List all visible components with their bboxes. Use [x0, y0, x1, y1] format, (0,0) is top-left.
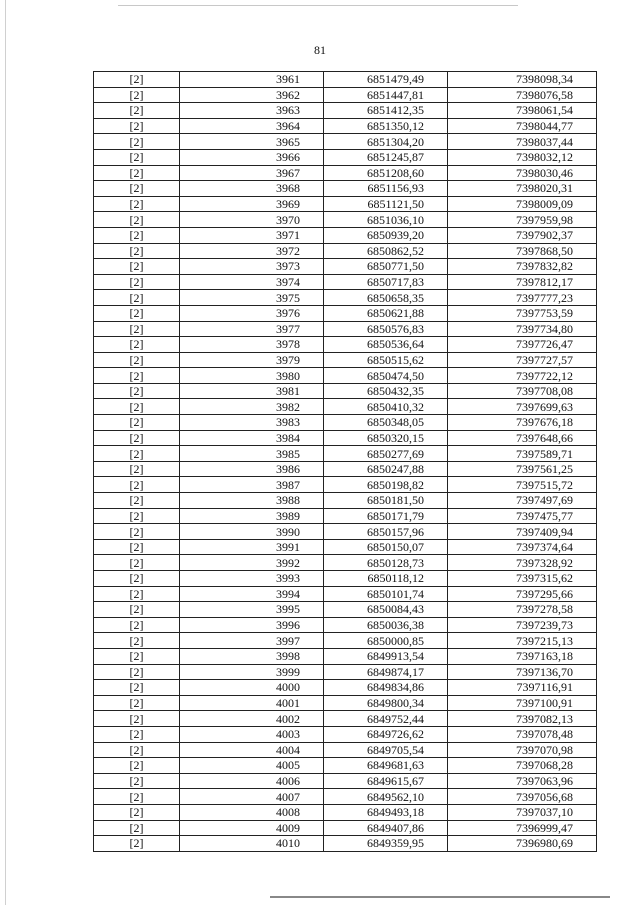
source-cell: [2]: [94, 633, 180, 649]
table-row: [94, 633, 597, 649]
source-cell: [2]: [94, 274, 180, 290]
point-number-cell: 3980: [180, 368, 324, 384]
source-cell: [2]: [94, 415, 180, 431]
x-coordinate-cell: 6850658,35: [324, 290, 448, 306]
point-number-cell: 3997: [180, 633, 324, 649]
y-coordinate-cell: 7398037,44: [448, 134, 597, 150]
x-coordinate-cell: 6851412,35: [324, 103, 448, 119]
point-number-cell: 3983: [180, 415, 324, 431]
point-number-cell: 3974: [180, 274, 324, 290]
source-cell: [2]: [94, 446, 180, 462]
table-row: [94, 726, 597, 742]
point-number-cell: 4009: [180, 820, 324, 836]
table-row: [94, 399, 597, 415]
point-number-cell: 4006: [180, 773, 324, 789]
table-row: [94, 758, 597, 774]
y-coordinate-cell: 7397063,96: [448, 773, 597, 789]
y-coordinate-cell: 7397708,08: [448, 383, 597, 399]
point-number-cell: 3990: [180, 524, 324, 540]
y-coordinate-cell: 7397475,77: [448, 508, 597, 524]
point-number-cell: 3981: [180, 383, 324, 399]
point-number-cell: 3970: [180, 212, 324, 228]
source-cell: [2]: [94, 461, 180, 477]
source-cell: [2]: [94, 539, 180, 555]
x-coordinate-cell: 6849493,18: [324, 804, 448, 820]
x-coordinate-cell: 6849359,95: [324, 836, 448, 852]
table-row: [94, 165, 597, 181]
x-coordinate-cell: 6850198,82: [324, 477, 448, 493]
source-cell: [2]: [94, 227, 180, 243]
x-coordinate-cell: 6849800,34: [324, 695, 448, 711]
source-cell: [2]: [94, 212, 180, 228]
scan-edge-bottom: [270, 896, 610, 898]
source-cell: [2]: [94, 430, 180, 446]
point-number-cell: 3963: [180, 103, 324, 119]
table-row: [94, 586, 597, 602]
table-row: [94, 274, 597, 290]
point-number-cell: 3966: [180, 149, 324, 165]
source-cell: [2]: [94, 742, 180, 758]
x-coordinate-cell: 6851208,60: [324, 165, 448, 181]
point-number-cell: 3985: [180, 446, 324, 462]
y-coordinate-cell: 7397409,94: [448, 524, 597, 540]
y-coordinate-cell: 7397215,13: [448, 633, 597, 649]
point-number-cell: 3962: [180, 87, 324, 103]
x-coordinate-cell: 6850621,88: [324, 305, 448, 321]
x-coordinate-cell: 6850150,07: [324, 539, 448, 555]
x-coordinate-cell: 6850717,83: [324, 274, 448, 290]
x-coordinate-cell: 6850939,20: [324, 227, 448, 243]
y-coordinate-cell: 7398098,34: [448, 72, 597, 88]
point-number-cell: 3994: [180, 586, 324, 602]
table-row: [94, 259, 597, 275]
table-row: [94, 555, 597, 571]
table-row: [94, 181, 597, 197]
table-row: [94, 337, 597, 353]
x-coordinate-cell: 6850101,74: [324, 586, 448, 602]
x-coordinate-cell: 6850181,50: [324, 493, 448, 509]
table-row: [94, 695, 597, 711]
table-row: [94, 836, 597, 852]
y-coordinate-cell: 7397561,25: [448, 461, 597, 477]
point-number-cell: 3968: [180, 181, 324, 197]
table-row: [94, 118, 597, 134]
source-cell: [2]: [94, 368, 180, 384]
y-coordinate-cell: 7397812,17: [448, 274, 597, 290]
source-cell: [2]: [94, 87, 180, 103]
x-coordinate-cell: 6851479,49: [324, 72, 448, 88]
y-coordinate-cell: 7398061,54: [448, 103, 597, 119]
coordinates-table-body: [94, 72, 597, 852]
source-cell: [2]: [94, 243, 180, 259]
y-coordinate-cell: 7397753,59: [448, 305, 597, 321]
x-coordinate-cell: 6850348,05: [324, 415, 448, 431]
x-coordinate-cell: 6849407,86: [324, 820, 448, 836]
y-coordinate-cell: 7398044,77: [448, 118, 597, 134]
table-row: [94, 383, 597, 399]
y-coordinate-cell: 7397734,80: [448, 321, 597, 337]
y-coordinate-cell: 7397832,82: [448, 259, 597, 275]
point-number-cell: 3988: [180, 493, 324, 509]
source-cell: [2]: [94, 524, 180, 540]
point-number-cell: 4007: [180, 789, 324, 805]
point-number-cell: 4004: [180, 742, 324, 758]
point-number-cell: 3993: [180, 571, 324, 587]
point-number-cell: 3996: [180, 617, 324, 633]
table-row: [94, 477, 597, 493]
x-coordinate-cell: 6849562,10: [324, 789, 448, 805]
y-coordinate-cell: 7397777,23: [448, 290, 597, 306]
source-cell: [2]: [94, 664, 180, 680]
y-coordinate-cell: 7397868,50: [448, 243, 597, 259]
y-coordinate-cell: 7397295,66: [448, 586, 597, 602]
y-coordinate-cell: 7397902,37: [448, 227, 597, 243]
table-row: [94, 430, 597, 446]
table-row: [94, 711, 597, 727]
x-coordinate-cell: 6850084,43: [324, 602, 448, 618]
source-cell: [2]: [94, 165, 180, 181]
table-row: [94, 415, 597, 431]
point-number-cell: 4002: [180, 711, 324, 727]
x-coordinate-cell: 6849752,44: [324, 711, 448, 727]
x-coordinate-cell: 6850128,73: [324, 555, 448, 571]
x-coordinate-cell: 6851304,20: [324, 134, 448, 150]
source-cell: [2]: [94, 259, 180, 275]
point-number-cell: 3964: [180, 118, 324, 134]
x-coordinate-cell: 6849681,63: [324, 758, 448, 774]
source-cell: [2]: [94, 571, 180, 587]
table-row: [94, 680, 597, 696]
source-cell: [2]: [94, 352, 180, 368]
table-row: [94, 461, 597, 477]
y-coordinate-cell: 7397278,58: [448, 602, 597, 618]
x-coordinate-cell: 6851350,12: [324, 118, 448, 134]
table-row: [94, 305, 597, 321]
source-cell: [2]: [94, 399, 180, 415]
source-cell: [2]: [94, 773, 180, 789]
x-coordinate-cell: 6850247,88: [324, 461, 448, 477]
point-number-cell: 3973: [180, 259, 324, 275]
x-coordinate-cell: 6850171,79: [324, 508, 448, 524]
y-coordinate-cell: 7398020,31: [448, 181, 597, 197]
source-cell: [2]: [94, 290, 180, 306]
x-coordinate-cell: 6850536,64: [324, 337, 448, 353]
y-coordinate-cell: 7397163,18: [448, 648, 597, 664]
table-row: [94, 243, 597, 259]
table-row: [94, 149, 597, 165]
point-number-cell: 3976: [180, 305, 324, 321]
point-number-cell: 3967: [180, 165, 324, 181]
y-coordinate-cell: 7398032,12: [448, 149, 597, 165]
source-cell: [2]: [94, 321, 180, 337]
table-row: [94, 789, 597, 805]
source-cell: [2]: [94, 602, 180, 618]
y-coordinate-cell: 7397676,18: [448, 415, 597, 431]
y-coordinate-cell: 7397959,98: [448, 212, 597, 228]
x-coordinate-cell: 6850515,62: [324, 352, 448, 368]
y-coordinate-cell: 7397116,91: [448, 680, 597, 696]
x-coordinate-cell: 6851121,50: [324, 196, 448, 212]
x-coordinate-cell: 6850474,50: [324, 368, 448, 384]
x-coordinate-cell: 6849705,54: [324, 742, 448, 758]
point-number-cell: 3984: [180, 430, 324, 446]
table-row: [94, 742, 597, 758]
y-coordinate-cell: 7398076,58: [448, 87, 597, 103]
source-cell: [2]: [94, 789, 180, 805]
point-number-cell: 3969: [180, 196, 324, 212]
x-coordinate-cell: 6850118,12: [324, 571, 448, 587]
source-cell: [2]: [94, 118, 180, 134]
table-row: [94, 648, 597, 664]
source-cell: [2]: [94, 305, 180, 321]
source-cell: [2]: [94, 617, 180, 633]
point-number-cell: 3991: [180, 539, 324, 555]
source-cell: [2]: [94, 648, 180, 664]
y-coordinate-cell: 7397082,13: [448, 711, 597, 727]
source-cell: [2]: [94, 103, 180, 119]
x-coordinate-cell: 6849834,86: [324, 680, 448, 696]
y-coordinate-cell: 7397068,28: [448, 758, 597, 774]
scan-edge-top: [118, 5, 518, 6]
y-coordinate-cell: 7397100,91: [448, 695, 597, 711]
y-coordinate-cell: 7397515,72: [448, 477, 597, 493]
y-coordinate-cell: 7397070,98: [448, 742, 597, 758]
table-row: [94, 820, 597, 836]
y-coordinate-cell: 7397726,47: [448, 337, 597, 353]
table-row: [94, 524, 597, 540]
table-row: [94, 196, 597, 212]
source-cell: [2]: [94, 726, 180, 742]
source-cell: [2]: [94, 383, 180, 399]
x-coordinate-cell: 6849913,54: [324, 648, 448, 664]
y-coordinate-cell: 7397056,68: [448, 789, 597, 805]
table-row: [94, 227, 597, 243]
point-number-cell: 3979: [180, 352, 324, 368]
table-row: [94, 664, 597, 680]
x-coordinate-cell: 6850320,15: [324, 430, 448, 446]
source-cell: [2]: [94, 586, 180, 602]
source-cell: [2]: [94, 820, 180, 836]
source-cell: [2]: [94, 555, 180, 571]
x-coordinate-cell: 6850410,32: [324, 399, 448, 415]
source-cell: [2]: [94, 680, 180, 696]
point-number-cell: 3978: [180, 337, 324, 353]
table-row: [94, 352, 597, 368]
x-coordinate-cell: 6849615,67: [324, 773, 448, 789]
table-row: [94, 290, 597, 306]
y-coordinate-cell: 7398009,09: [448, 196, 597, 212]
table-row: [94, 368, 597, 384]
x-coordinate-cell: 6850000,85: [324, 633, 448, 649]
y-coordinate-cell: 7397078,48: [448, 726, 597, 742]
x-coordinate-cell: 6850432,35: [324, 383, 448, 399]
table-row: [94, 804, 597, 820]
point-number-cell: 4008: [180, 804, 324, 820]
point-number-cell: 4001: [180, 695, 324, 711]
x-coordinate-cell: 6850157,96: [324, 524, 448, 540]
y-coordinate-cell: 7396980,69: [448, 836, 597, 852]
table-row: [94, 508, 597, 524]
table-row: [94, 617, 597, 633]
point-number-cell: 3982: [180, 399, 324, 415]
source-cell: [2]: [94, 493, 180, 509]
point-number-cell: 3977: [180, 321, 324, 337]
y-coordinate-cell: 7398030,46: [448, 165, 597, 181]
coordinates-table: [93, 71, 597, 852]
source-cell: [2]: [94, 134, 180, 150]
point-number-cell: 3989: [180, 508, 324, 524]
x-coordinate-cell: 6850771,50: [324, 259, 448, 275]
source-cell: [2]: [94, 181, 180, 197]
table-row: [94, 446, 597, 462]
table-row: [94, 212, 597, 228]
y-coordinate-cell: 7397136,70: [448, 664, 597, 680]
table-row: [94, 72, 597, 88]
y-coordinate-cell: 7397315,62: [448, 571, 597, 587]
table-row: [94, 493, 597, 509]
source-cell: [2]: [94, 758, 180, 774]
y-coordinate-cell: 7397328,92: [448, 555, 597, 571]
table-row: [94, 571, 597, 587]
table-row: [94, 773, 597, 789]
point-number-cell: 3971: [180, 227, 324, 243]
source-cell: [2]: [94, 711, 180, 727]
source-cell: [2]: [94, 337, 180, 353]
x-coordinate-cell: 6851036,10: [324, 212, 448, 228]
x-coordinate-cell: 6849874,17: [324, 664, 448, 680]
source-cell: [2]: [94, 196, 180, 212]
y-coordinate-cell: 7397239,73: [448, 617, 597, 633]
point-number-cell: 4005: [180, 758, 324, 774]
point-number-cell: 4000: [180, 680, 324, 696]
table-row: [94, 539, 597, 555]
y-coordinate-cell: 7397699,63: [448, 399, 597, 415]
y-coordinate-cell: 7397037,10: [448, 804, 597, 820]
point-number-cell: 3992: [180, 555, 324, 571]
scan-edge-left: [5, 0, 6, 905]
source-cell: [2]: [94, 477, 180, 493]
point-number-cell: 3986: [180, 461, 324, 477]
point-number-cell: 3965: [180, 134, 324, 150]
source-cell: [2]: [94, 836, 180, 852]
y-coordinate-cell: 7397497,69: [448, 493, 597, 509]
table-row: [94, 134, 597, 150]
y-coordinate-cell: 7397589,71: [448, 446, 597, 462]
x-coordinate-cell: 6851156,93: [324, 181, 448, 197]
x-coordinate-cell: 6850277,69: [324, 446, 448, 462]
x-coordinate-cell: 6851245,87: [324, 149, 448, 165]
point-number-cell: 3999: [180, 664, 324, 680]
y-coordinate-cell: 7397648,66: [448, 430, 597, 446]
page-number: 81: [314, 43, 326, 57]
y-coordinate-cell: 7397374,64: [448, 539, 597, 555]
table-row: [94, 87, 597, 103]
source-cell: [2]: [94, 149, 180, 165]
point-number-cell: 3961: [180, 72, 324, 88]
point-number-cell: 3975: [180, 290, 324, 306]
point-number-cell: 3998: [180, 648, 324, 664]
source-cell: [2]: [94, 508, 180, 524]
source-cell: [2]: [94, 695, 180, 711]
x-coordinate-cell: 6850862,52: [324, 243, 448, 259]
y-coordinate-cell: 7397722,12: [448, 368, 597, 384]
table-row: [94, 321, 597, 337]
x-coordinate-cell: 6849726,62: [324, 726, 448, 742]
y-coordinate-cell: 7396999,47: [448, 820, 597, 836]
table-row: [94, 103, 597, 119]
table-row: [94, 602, 597, 618]
point-number-cell: 3995: [180, 602, 324, 618]
source-cell: [2]: [94, 72, 180, 88]
point-number-cell: 3972: [180, 243, 324, 259]
x-coordinate-cell: 6851447,81: [324, 87, 448, 103]
point-number-cell: 4010: [180, 836, 324, 852]
point-number-cell: 4003: [180, 726, 324, 742]
x-coordinate-cell: 6850036,38: [324, 617, 448, 633]
source-cell: [2]: [94, 804, 180, 820]
x-coordinate-cell: 6850576,83: [324, 321, 448, 337]
y-coordinate-cell: 7397727,57: [448, 352, 597, 368]
point-number-cell: 3987: [180, 477, 324, 493]
